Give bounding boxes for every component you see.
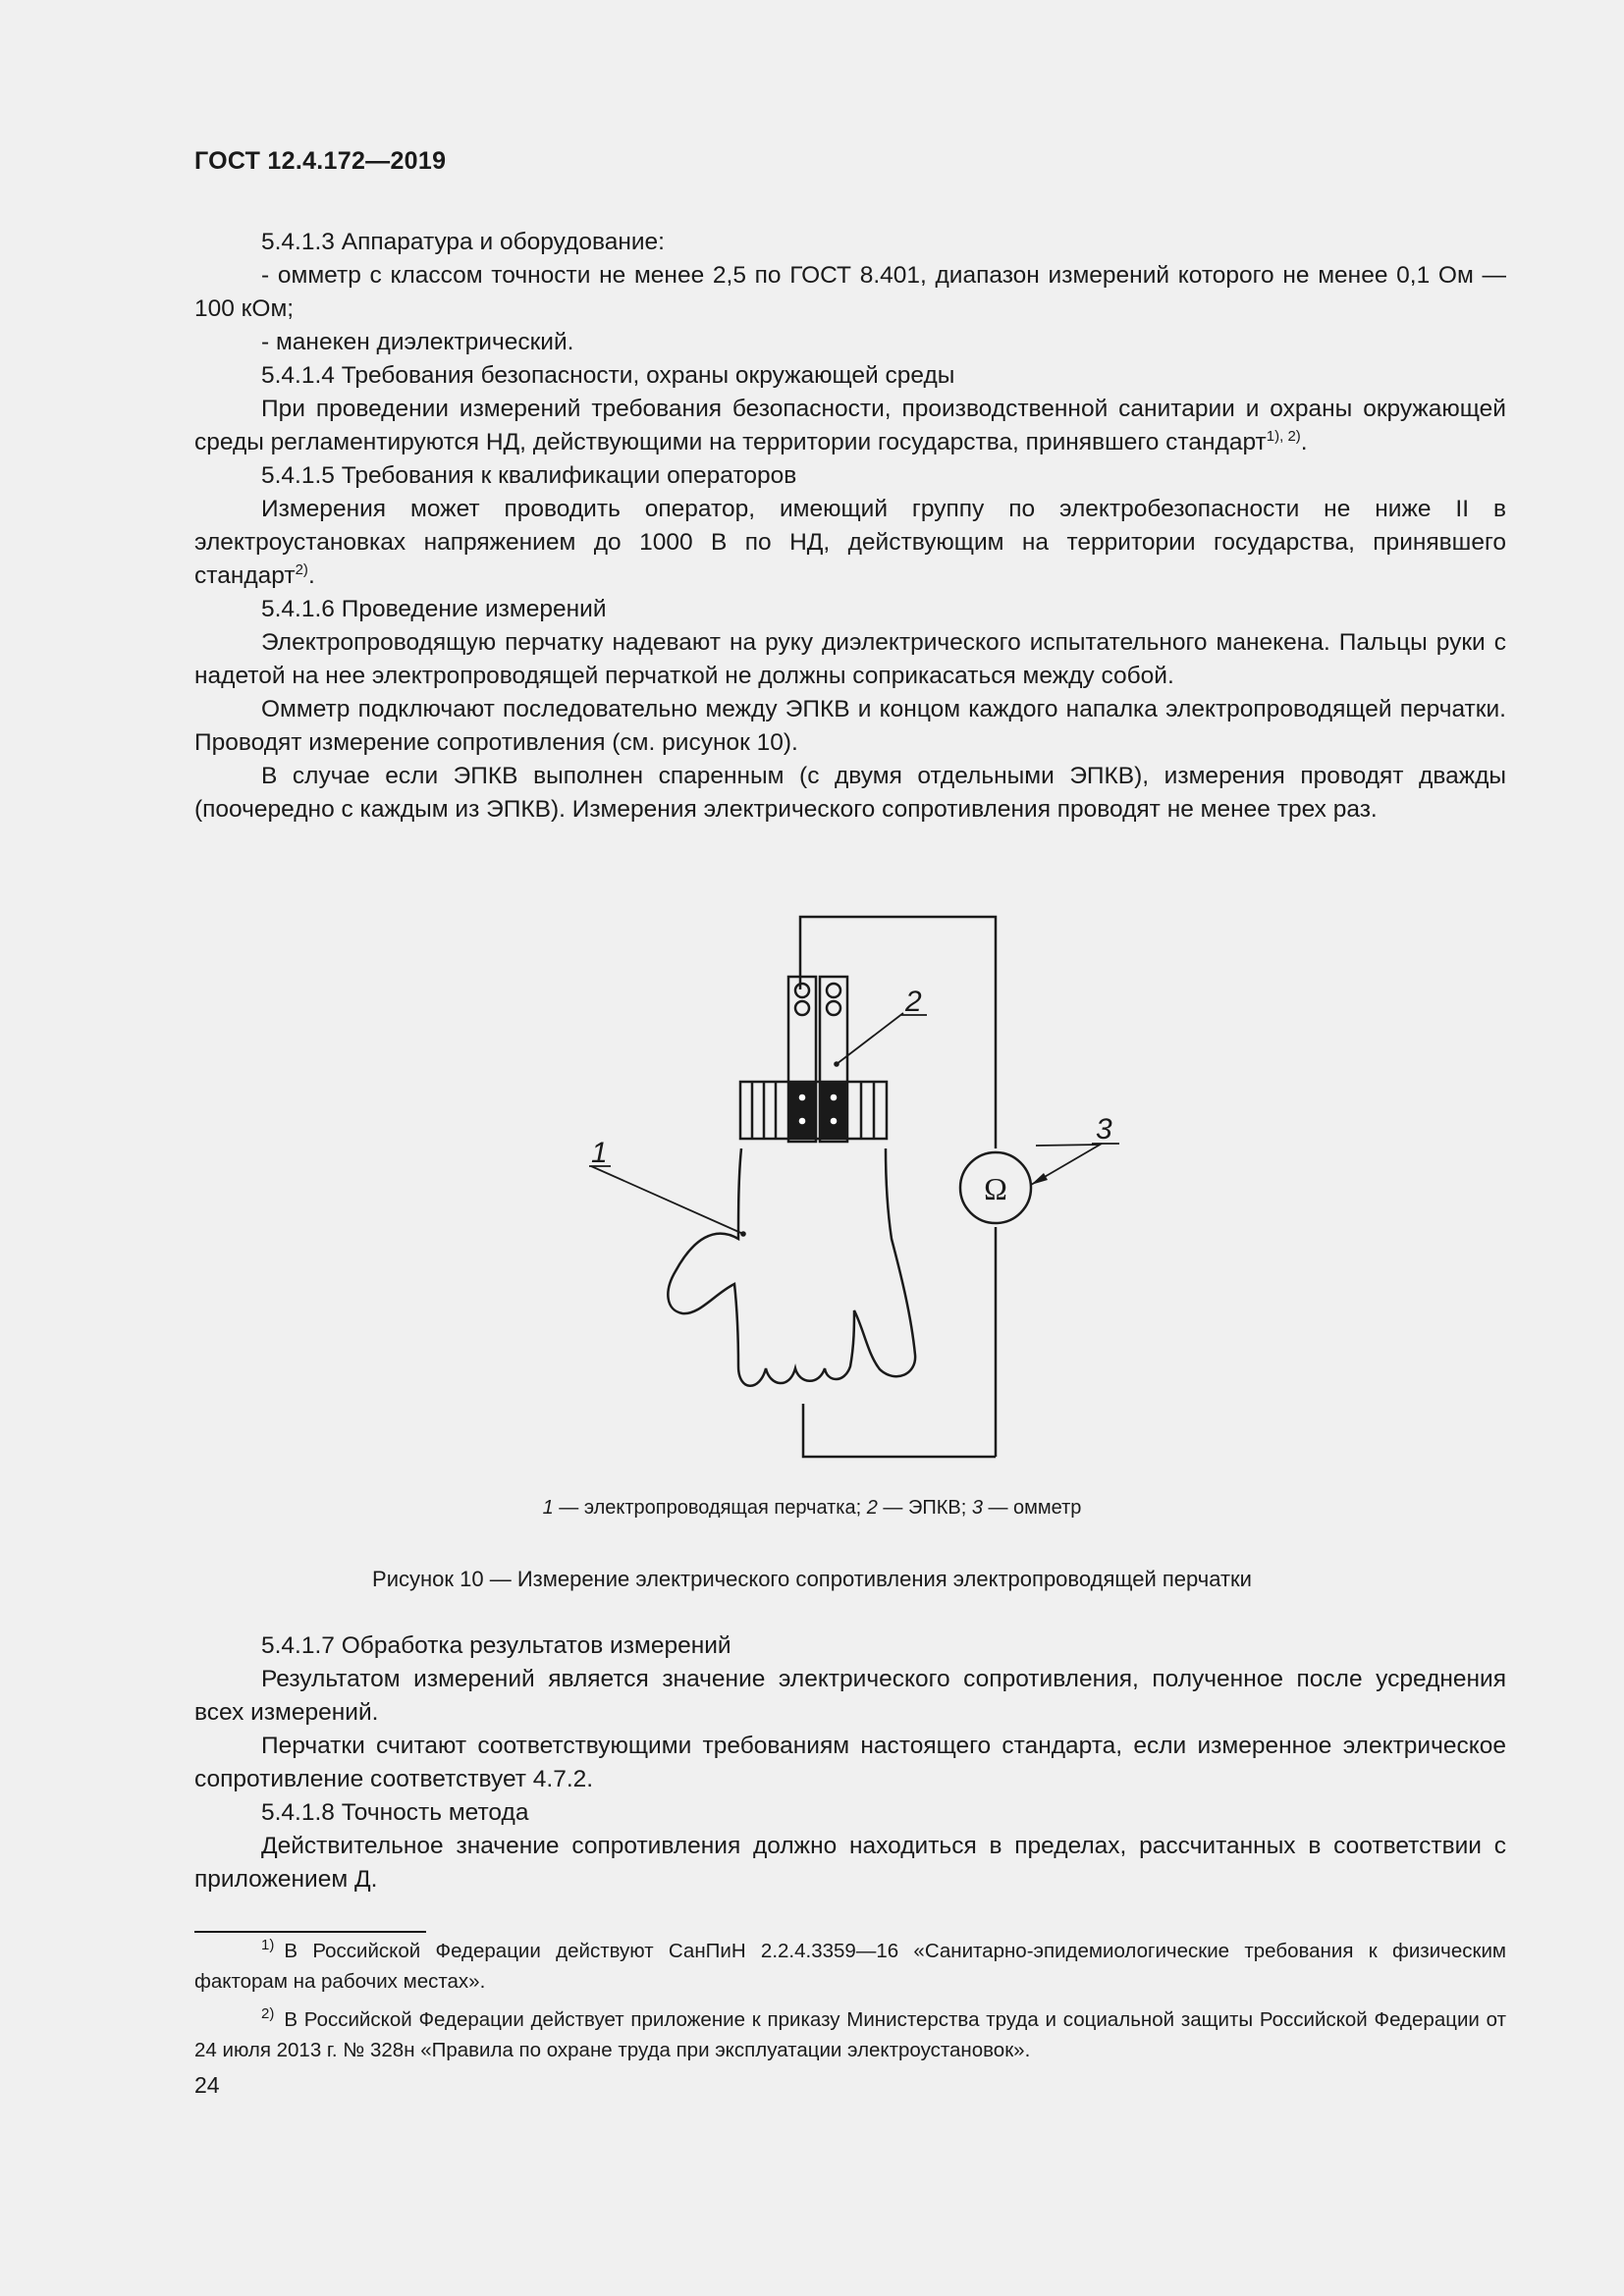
pointer-line-3b	[1031, 1144, 1102, 1185]
electrode-hole	[827, 984, 840, 997]
section-5416-heading: 5.4.1.6 Проведение измерений	[261, 596, 607, 622]
section-5413-item-1: - омметр с классом точности не менее 2,5 по ГОСТ 8.401, диапазон измерений которого не менее 0,1 Ом — 100 кОм;	[194, 262, 1506, 322]
footnote-mark-2: 2)	[261, 2005, 275, 2023]
figure-10-diagram	[540, 903, 1112, 1472]
section-5416-paragraph-2: Омметр подключают последовательно между ЭПКВ и концом каждого напалка электропроводящей перчатки. Проводят измерение сопротивления (см. рисунок 10).	[194, 696, 1506, 756]
legend-number-1: 1	[542, 1497, 554, 1519]
legend-number-2: 2	[866, 1497, 878, 1519]
section-5413-item-2: - манекен диэлектрический.	[261, 329, 574, 355]
legend-text-3: — омметр	[982, 1497, 1082, 1519]
main-text-upper	[194, 226, 1506, 827]
main-text-lower	[194, 1629, 1506, 1896]
section-5418-paragraph-1: Действительное значение сопротивления должно находиться в пределах, рассчитанных в соответствии с приложением Д.	[194, 1833, 1506, 1893]
footnote-text-1: В Российской Федерации действуют СанПиН 2.2.4.3359—16 «Санитарно-эпидемиологические требования к физическим факторам на рабочих местах».	[194, 1940, 1506, 1993]
figure-legend	[0, 1497, 1624, 1520]
legend-text-2: — ЭПКВ;	[877, 1497, 972, 1519]
section-5415-body: Измерения может проводить оператор, имеющий группу по электробезопасности не ниже II в электроустановках напряжением до 1000 В по НД, действующим на территории государства, принявшего стандарт	[194, 496, 1506, 589]
footnote-ref-1-2: 1), 2)	[1266, 427, 1301, 445]
figure-label-3: 3	[1096, 1113, 1112, 1146]
pointer-dot-2	[834, 1061, 839, 1067]
document-header: ГОСТ 12.4.172—2019	[194, 147, 447, 175]
section-5414-text: При проведении измерений требования безопасности, производственной санитарии и охраны окружающей среды регламентируются НД, действующими на территории государства, принявшего стандарт$^{1), 2)}$.	[194, 396, 1506, 455]
ohm-symbol: Ω	[984, 1171, 1007, 1206]
page-number: 24	[194, 2072, 220, 2098]
footnote-text-2: В Российской Федерации действует приложение к приказу Министерства труда и социальной защиты Российской Федерации от 24 июля 2013 г. № 328н «Правила по охране труда при эксплуатации электроустановок».	[194, 2008, 1506, 2061]
glove-outline	[668, 1148, 915, 1386]
footnote-ref-2: 2)	[295, 561, 308, 578]
contact-dot	[799, 1118, 806, 1125]
footnotes	[194, 1936, 1506, 2073]
section-5418-heading: 5.4.1.8 Точность метода	[261, 1799, 529, 1826]
section-5413-heading: 5.4.1.3 Аппаратура и оборудование:	[261, 229, 665, 255]
section-5415-text: Измерения может проводить оператор, имеющий группу по электробезопасности не ниже II в электроустановках напряжением до 1000 В по НД, действующим на территории государства, принявшего стандарт$^{2)}$.	[194, 496, 1506, 589]
legend-number-3: 3	[971, 1497, 983, 1519]
contact-dot	[831, 1095, 838, 1101]
pointer-line-3	[1036, 1145, 1100, 1146]
section-5416-paragraph-1: Электропроводящую перчатку надевают на руку диэлектрического испытательного манекена. Пальцы руки с надетой на нее электропроводящей перчаткой не должны соприкасаться между собой.	[194, 629, 1506, 689]
pointer-line-1	[591, 1166, 743, 1234]
conductive-band-left	[788, 1082, 816, 1139]
circuit-wire-bottom	[803, 1404, 996, 1457]
section-5414-body: При проведении измерений требования безопасности, производственной санитарии и охраны окружающей среды регламентируются НД, действующими на территории государства, принявшего стандарт	[194, 396, 1506, 455]
legend-text-1: — электропроводящая перчатка;	[553, 1497, 867, 1519]
contact-dot	[799, 1095, 806, 1101]
electrode-hole	[795, 984, 809, 997]
figure-label-2: 2	[905, 986, 922, 1018]
section-5416-paragraph-3: В случае если ЭПКВ выполнен спаренным (с двумя отдельными ЭПКВ), измерения проводят дважды (поочередно с каждым из ЭПКВ). Измерения электрического сопротивления проводят не менее трех раз.	[194, 763, 1506, 823]
footnote-2	[194, 2004, 1506, 2065]
figure-caption: Рисунок 10 — Измерение электрического сопротивления электропроводящей перчатки	[372, 1567, 1252, 1591]
section-5417-paragraph-2: Перчатки считают соответствующими требованиям настоящего стандарта, если измеренное электрическое сопротивление соответствует 4.7.2.	[194, 1733, 1506, 1792]
section-5414-heading: 5.4.1.4 Требования безопасности, охраны окружающей среды	[261, 362, 955, 389]
conductive-band-right	[820, 1082, 847, 1139]
footnote-mark-1: 1)	[261, 1937, 275, 1954]
contact-dot	[831, 1118, 838, 1125]
pointer-dot-1	[740, 1231, 746, 1237]
electrode-hole	[795, 1001, 809, 1015]
section-5417-paragraph-1: Результатом измерений является значение электрического сопротивления, полученное после усреднения всех измерений.	[194, 1666, 1506, 1726]
figure-label-1: 1	[591, 1137, 608, 1169]
section-5417-heading: 5.4.1.7 Обработка результатов измерений	[261, 1632, 731, 1659]
section-5415-heading: 5.4.1.5 Требования к квалификации операторов	[261, 462, 797, 489]
footnote-separator	[194, 1931, 426, 1933]
electrode-hole	[827, 1001, 840, 1015]
footnote-1	[194, 1936, 1506, 1997]
